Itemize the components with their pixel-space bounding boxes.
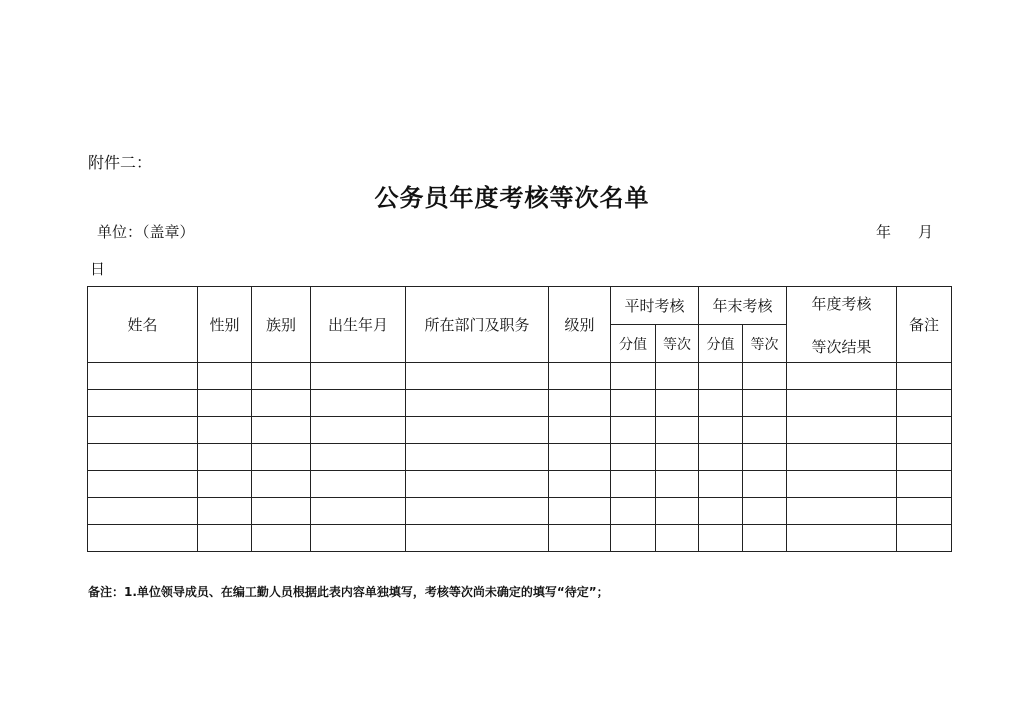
table-cell[interactable] <box>406 471 549 498</box>
table-row <box>88 444 952 471</box>
table-cell[interactable] <box>252 390 311 417</box>
table-cell[interactable] <box>252 525 311 552</box>
table-cell[interactable] <box>743 390 787 417</box>
table-cell[interactable] <box>656 471 699 498</box>
table-cell[interactable] <box>699 471 743 498</box>
table-cell[interactable] <box>656 444 699 471</box>
table-cell[interactable] <box>787 390 897 417</box>
table-cell[interactable] <box>897 525 952 552</box>
header-name: 姓名 <box>88 287 198 363</box>
table-cell[interactable] <box>549 471 611 498</box>
table-cell[interactable] <box>611 444 656 471</box>
table-cell[interactable] <box>743 444 787 471</box>
table-cell[interactable] <box>88 498 198 525</box>
table-cell[interactable] <box>406 417 549 444</box>
header-yearend-review: 年末考核 <box>699 287 787 325</box>
table-cell[interactable] <box>656 417 699 444</box>
table-row <box>88 471 952 498</box>
table-cell[interactable] <box>897 498 952 525</box>
table-cell[interactable] <box>897 471 952 498</box>
table-cell[interactable] <box>611 390 656 417</box>
table-cell[interactable] <box>787 363 897 390</box>
table-cell[interactable] <box>699 525 743 552</box>
header-regular-grade: 等次 <box>656 325 699 363</box>
table-cell[interactable] <box>311 498 406 525</box>
table-cell[interactable] <box>743 363 787 390</box>
table-cell[interactable] <box>88 363 198 390</box>
table-cell[interactable] <box>699 498 743 525</box>
table-cell[interactable] <box>787 525 897 552</box>
table-row <box>88 525 952 552</box>
table-cell[interactable] <box>549 444 611 471</box>
table-cell[interactable] <box>88 417 198 444</box>
table-row <box>88 417 952 444</box>
table-cell[interactable] <box>897 363 952 390</box>
table-cell[interactable] <box>549 363 611 390</box>
table-cell[interactable] <box>611 417 656 444</box>
table-cell[interactable] <box>88 471 198 498</box>
table-cell[interactable] <box>198 525 252 552</box>
table-cell[interactable] <box>897 390 952 417</box>
table-cell[interactable] <box>311 471 406 498</box>
table-cell[interactable] <box>549 390 611 417</box>
table-cell[interactable] <box>611 363 656 390</box>
table-cell[interactable] <box>743 417 787 444</box>
table-cell[interactable] <box>406 444 549 471</box>
table-cell[interactable] <box>699 363 743 390</box>
table-cell[interactable] <box>252 363 311 390</box>
table-cell[interactable] <box>787 444 897 471</box>
unit-seal-label: 单位：（盖章） <box>97 223 195 241</box>
header-yearend-score: 分值 <box>699 325 743 363</box>
attachment-label: 附件二： <box>88 153 153 172</box>
table-cell[interactable] <box>656 525 699 552</box>
table-cell[interactable] <box>897 417 952 444</box>
table-cell[interactable] <box>787 471 897 498</box>
table-cell[interactable] <box>656 498 699 525</box>
footnote: 备注：1.单位领导成员、在编工勤人员根据此表内容单独填写，考核等次尚未确定的填写“待定”； <box>88 585 609 599</box>
header-annual-review-line1: 年度考核 <box>811 294 872 313</box>
table-cell[interactable] <box>611 525 656 552</box>
year-label: 年 <box>876 223 892 241</box>
table-cell[interactable] <box>311 444 406 471</box>
review-roster-table <box>87 286 952 552</box>
table-cell[interactable] <box>699 444 743 471</box>
table-cell[interactable] <box>252 444 311 471</box>
header-level: 级别 <box>549 287 611 363</box>
header-department-position: 所在部门及职务 <box>406 287 549 363</box>
table-cell[interactable] <box>787 417 897 444</box>
table-cell[interactable] <box>198 417 252 444</box>
table-cell[interactable] <box>656 363 699 390</box>
table-cell[interactable] <box>198 444 252 471</box>
table-cell[interactable] <box>787 498 897 525</box>
table-cell[interactable] <box>743 498 787 525</box>
table-cell[interactable] <box>611 471 656 498</box>
table-cell[interactable] <box>198 390 252 417</box>
table-cell[interactable] <box>252 498 311 525</box>
header-yearend-grade: 等次 <box>743 325 787 363</box>
table-cell[interactable] <box>198 498 252 525</box>
table-cell[interactable] <box>88 390 198 417</box>
table-cell[interactable] <box>198 471 252 498</box>
month-label: 月 <box>918 223 934 241</box>
header-annual-review-result <box>787 287 897 363</box>
table-cell[interactable] <box>88 444 198 471</box>
table-cell[interactable] <box>406 390 549 417</box>
day-label: 日 <box>90 260 106 278</box>
table-cell[interactable] <box>549 417 611 444</box>
header-birth-date: 出生年月 <box>311 287 406 363</box>
table-cell[interactable] <box>252 417 311 444</box>
table-cell[interactable] <box>656 390 699 417</box>
header-gender: 性别 <box>198 287 252 363</box>
header-ethnicity: 族别 <box>252 287 311 363</box>
table-cell[interactable] <box>311 525 406 552</box>
document-title: 公务员年度考核等次名单 <box>374 183 650 212</box>
table-row <box>88 363 952 390</box>
table-cell[interactable] <box>549 498 611 525</box>
table-cell[interactable] <box>198 363 252 390</box>
table-cell[interactable] <box>743 525 787 552</box>
table-cell[interactable] <box>406 363 549 390</box>
table-cell[interactable] <box>699 390 743 417</box>
table-cell[interactable] <box>311 390 406 417</box>
table-cell[interactable] <box>743 471 787 498</box>
table-cell[interactable] <box>549 525 611 552</box>
header-regular-score: 分值 <box>611 325 656 363</box>
roster-body <box>88 363 952 552</box>
table-cell[interactable] <box>88 525 198 552</box>
table-cell[interactable] <box>406 498 549 525</box>
table-cell[interactable] <box>311 363 406 390</box>
table-cell[interactable] <box>406 525 549 552</box>
header-annual-review-line2: 等次结果 <box>811 337 872 356</box>
table-row <box>88 390 952 417</box>
table-cell[interactable] <box>311 417 406 444</box>
table-row <box>88 498 952 525</box>
header-regular-review: 平时考核 <box>611 287 699 325</box>
table-cell[interactable] <box>611 498 656 525</box>
table-cell[interactable] <box>897 444 952 471</box>
header-remarks: 备注 <box>897 287 952 363</box>
table-cell[interactable] <box>252 471 311 498</box>
table-cell[interactable] <box>699 417 743 444</box>
